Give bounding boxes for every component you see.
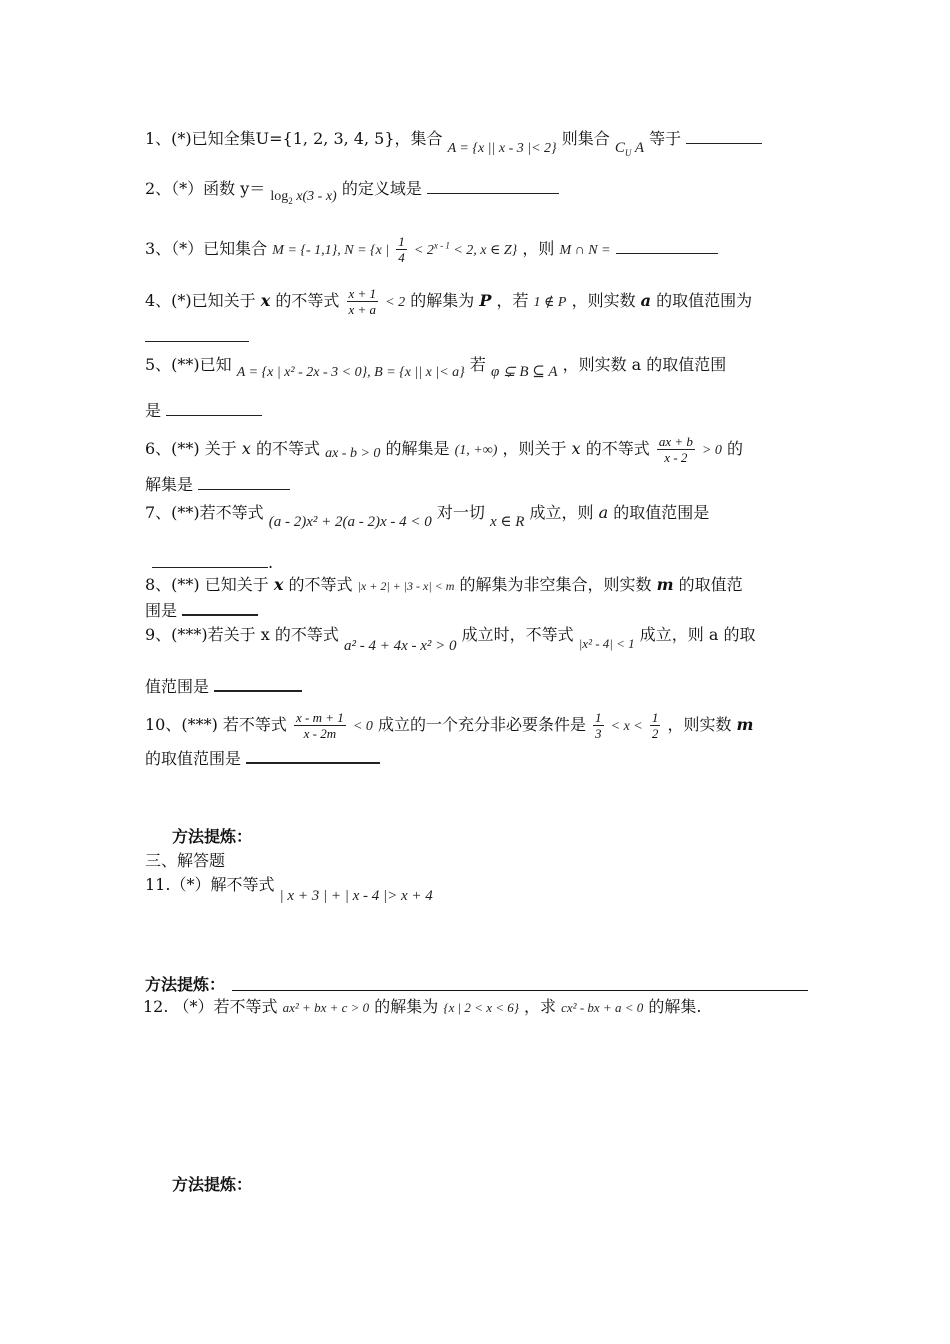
q10-frac-third: $\frac{1}{3}$	[595, 710, 602, 741]
q3-answer-blank[interactable]	[616, 239, 718, 254]
q7-answer-blank[interactable]	[152, 553, 268, 568]
q5-mid1: 若	[469, 355, 486, 374]
q8-mid1: 的不等式	[288, 575, 353, 594]
q1-answer-blank[interactable]	[686, 129, 762, 144]
q3-set-m-n: M = {- 1,1}, N = {x |	[272, 243, 390, 258]
q8-mid2: 的解集为非空集合，则实数	[459, 575, 652, 594]
question-6	[145, 434, 743, 465]
q2-post: 的定义域是	[341, 179, 422, 198]
q12-target: cx² - bx + a < 0	[561, 1000, 644, 1015]
q9-line2: 值范围是	[145, 677, 210, 696]
question-1	[145, 128, 762, 156]
q9-abs: |x² - 4| < 1	[578, 636, 635, 651]
q5-answer-blank[interactable]	[166, 401, 262, 416]
q8-ineq: |x + 2| + |3 - x| < m	[357, 579, 455, 593]
q4-mid4: ，则实数	[571, 291, 636, 310]
method-2-answer-line[interactable]	[232, 990, 808, 991]
q4-mid3: ，若	[496, 291, 529, 310]
q9-ineq: a² - 4 + 4x - x² > 0	[343, 638, 457, 654]
q4-mid2: 的解集为	[410, 291, 475, 310]
q1-text: 1、(*)已知全集U={1, 2, 3, 4, 5}，集合	[145, 129, 443, 148]
question-7-line2	[152, 552, 273, 574]
q10-frac-half: $\frac{1}{2}$	[651, 710, 659, 741]
q8-post: 的取值范	[678, 575, 743, 594]
question-6-line2	[145, 474, 290, 496]
q10-mid1: 成立的一个充分非必要条件是	[377, 715, 586, 734]
q6-mid3: ，则关于	[502, 439, 567, 458]
question-12	[143, 996, 701, 1019]
q6-gt: > 0	[701, 443, 722, 458]
q9-answer-blank[interactable]	[214, 676, 302, 692]
q7-domain: x ∈ R	[490, 514, 525, 530]
q7-post: 的取值范围是	[613, 503, 710, 522]
q9-text: 9、(***)若关于 x 的不等式	[145, 625, 339, 644]
question-9-line2	[145, 676, 302, 698]
question-8-line2	[145, 600, 258, 622]
q4-fraction: $\frac{x + 1}{x + a}$	[348, 286, 377, 317]
q6-ineq: ax - b > 0	[325, 446, 381, 461]
q10-answer-blank[interactable]	[246, 748, 380, 764]
q11-ineq: | x + 3 | + | x - 4 |> x + 4	[279, 888, 433, 904]
q7-period: .	[268, 553, 274, 572]
question-5-line2	[145, 400, 262, 422]
q2-answer-blank[interactable]	[427, 179, 559, 194]
q8-var-x: x	[273, 575, 284, 594]
q5-subset: φ ⊊ B ⊆ A	[491, 364, 558, 380]
q5-text: 5、(**)已知	[145, 355, 232, 374]
q6-interval: (1, +∞)	[454, 443, 498, 458]
q8-text: 8、(**) 已知关于	[145, 575, 269, 594]
question-7	[145, 502, 710, 530]
q12-ineq: ax² + bx + c > 0	[282, 1000, 370, 1015]
q4-mid1: 的不等式	[275, 291, 340, 310]
q4-var-x: x	[260, 291, 271, 310]
q4-post: 的取值范围为	[656, 291, 753, 310]
q12-mid2: ，求	[524, 997, 557, 1016]
question-3	[145, 234, 718, 265]
q7-ineq: (a - 2)x² + 2(a - 2)x - 4 < 0	[268, 514, 432, 530]
q10-fraction: $\frac{x - m + 1}{x - 2m}$	[296, 710, 344, 741]
question-4	[145, 286, 752, 317]
q10-var-m: m	[736, 715, 754, 734]
question-10-line2	[145, 748, 380, 770]
q2-text: 2、（*）函数 y＝	[145, 179, 266, 198]
q4-var-p: P	[479, 291, 492, 310]
q2-log: $\log_2 x(3 - x)$	[270, 189, 337, 206]
q8-line2: 围是	[145, 601, 178, 620]
q6-line2: 解集是	[145, 475, 194, 494]
q5-sets: A = {x | x² - 2x - 3 < 0}, B = {x || x |< a}	[236, 365, 465, 380]
question-5	[145, 354, 726, 378]
q6-mid1: 的不等式	[255, 439, 320, 458]
q1-mid: 则集合	[561, 129, 610, 148]
q6-var-x2: x	[571, 439, 581, 458]
q4-answer-blank[interactable]	[145, 341, 249, 342]
q7-mid1: 对一切	[436, 503, 485, 522]
question-2	[145, 178, 559, 206]
question-8	[145, 574, 743, 597]
section-heading: 三、解答题	[145, 851, 226, 870]
q10-text: 10、(***) 若不等式	[145, 715, 287, 734]
q6-var-x: x	[241, 439, 251, 458]
q10-lt: < 0	[352, 719, 373, 734]
q4-var-a: a	[640, 291, 652, 310]
method-heading-2: 方法提炼：	[145, 975, 226, 994]
q12-post: 的解集.	[648, 997, 702, 1016]
q4-ineq: < 2	[385, 295, 406, 310]
q10-mid2: ，则实数	[667, 715, 732, 734]
q7-var-a: a	[598, 503, 609, 522]
q12-mid1: 的解集为	[374, 997, 439, 1016]
q4-text: 4、(*)已知关于	[145, 291, 256, 310]
q6-text: 6、(**) 关于	[145, 439, 237, 458]
q1-complement: $C_U$ A	[614, 140, 645, 158]
q3-mid: ，则	[522, 239, 555, 258]
q12-set: {x | 2 < x < 6}	[443, 1000, 519, 1015]
q10-range: < x <	[610, 719, 643, 734]
q4-not-in: 1 ∉ P	[533, 295, 567, 310]
q7-text: 7、(**)若不等式	[145, 503, 264, 522]
q3-exp: < $2^{x - 1} < 2$, x ∈ Z}	[413, 240, 518, 258]
question-11	[145, 874, 433, 904]
q8-var-m: m	[656, 575, 674, 594]
q11-text: 11.（*）解不等式	[145, 875, 275, 894]
method-heading-1: 方法提炼：	[172, 827, 253, 846]
q9-mid1: 成立时，不等式	[461, 625, 574, 644]
q3-fraction: $\frac{1}{4}$	[398, 234, 405, 265]
q6-mid2: 的解集是	[385, 439, 450, 458]
question-9	[145, 624, 756, 654]
q6-mid4: 的不等式	[585, 439, 650, 458]
q12-text: 12. （*）若不等式	[143, 997, 278, 1016]
q8-answer-blank[interactable]	[182, 600, 258, 616]
q6-post: 的	[727, 439, 744, 458]
q10-line2: 的取值范围是	[145, 749, 242, 768]
q6-answer-blank[interactable]	[198, 475, 290, 490]
q7-mid2: 成立，则	[529, 503, 594, 522]
q1-post: 等于	[649, 129, 682, 148]
q3-text: 3、（*）已知集合	[145, 239, 268, 258]
q1-set-a: A = {x || x - 3 |< 2}	[447, 141, 557, 156]
q6-fraction: $\frac{ax + b}{x - 2}$	[658, 434, 693, 465]
q5-post: ，则实数 a 的取值范围	[562, 355, 727, 374]
q9-post: 成立，则 a 的取	[639, 625, 756, 644]
question-10	[145, 710, 753, 741]
method-heading-3: 方法提炼：	[172, 1175, 253, 1194]
q3-intersection: M ∩ N =	[559, 243, 611, 258]
q5-line2: 是	[145, 401, 162, 420]
